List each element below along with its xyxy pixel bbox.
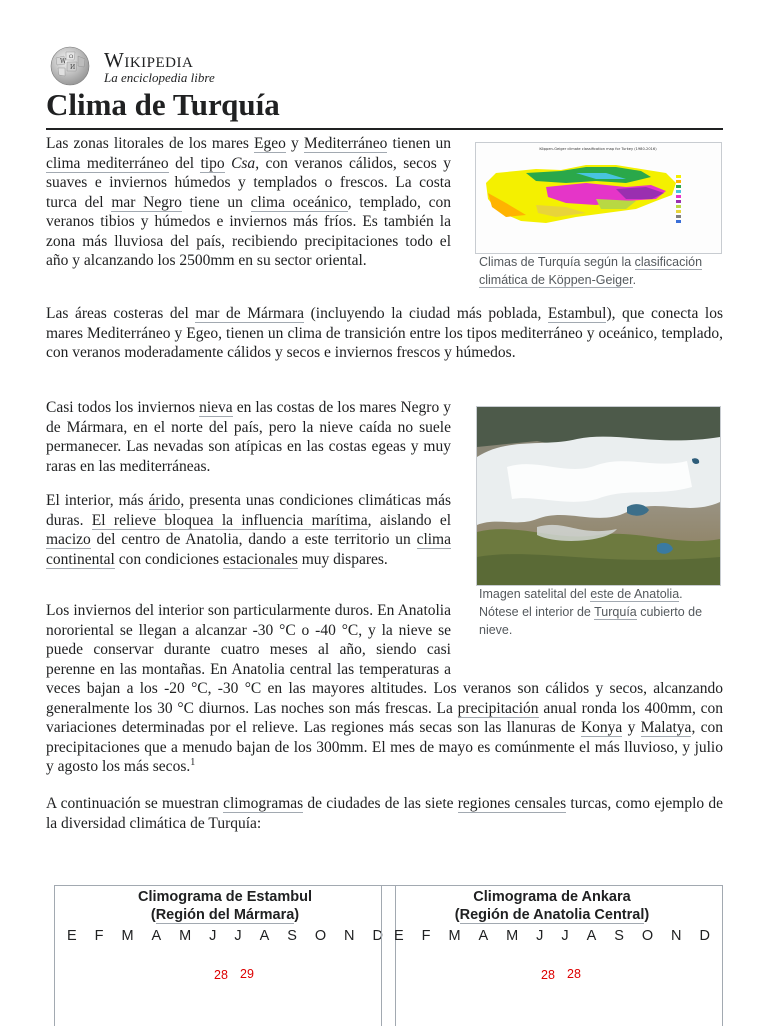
link-clima-oceanico[interactable]: clima oceánico (250, 193, 348, 211)
satellite-figure[interactable] (476, 406, 721, 586)
svg-text:Ω: Ω (69, 54, 74, 60)
paragraph-climogramas: A continuación se muestran climogramas de ciudades de las siete regiones censales turcas, como ejemplo de la diversidad climática de Turquía: (46, 795, 724, 832)
month-label: S (287, 928, 297, 944)
month-label: M (506, 928, 519, 944)
koppen-map-figure[interactable] (475, 142, 722, 254)
tagline: La enciclopedia libre (104, 70, 215, 85)
reference-1[interactable]: 1 (190, 756, 196, 768)
link-mediterraneo[interactable]: Mediterráneo (303, 135, 388, 152)
paragraph-intro: Las zonas litorales de los mares Egeo y Mediterráneo tienen un clima mediterráneo del tipo Csa, con veranos cálidos, secos y suaves e inviernos húmedos y templados o frescos. La costa turca del mar Negro tiene un clima oceánico, templado, con veranos tibios y húmedos e inviernos más fríos. Es también la zona más lluviosa del país, recibiendo precipitaciones todo el año y alcanzando los 2500mm en su sector oriental. (46, 135, 452, 269)
temp-label: 29 (240, 967, 254, 981)
month-label: E (394, 928, 404, 944)
link-clasificacion-koppen[interactable]: clasificación climática de Köppen-Geiger (479, 255, 703, 287)
month-label: N (671, 928, 682, 944)
wordmark[interactable]: Wikipedia (104, 48, 194, 72)
float-spacer (451, 601, 723, 679)
climograma-estambul (54, 885, 396, 1026)
link-arido[interactable]: árido (148, 492, 181, 509)
wikipedia-globe-icon[interactable] (46, 44, 96, 86)
link-macizo[interactable]: macizo (46, 531, 91, 548)
climograma-ankara (381, 885, 723, 1026)
paragraph-nevadas: Casi todos los inviernos nieva en las costas de los mares Negro y de Mármara, en el norte del país, pero la nieve caída no suele permanecer. Las nevadas son atípicas en las costas egeas y muy raras en las mediterráneas. (46, 399, 451, 475)
koppen-map-caption: Climas de Turquía según la clasificación climática de Köppen-Geiger. (479, 255, 703, 287)
paragraph-interior: El interior, más árido, presenta unas condiciones climáticas más duras. El relieve bloquea la influencia marítima, aislando el macizo del centro de Anatolia, dando a este territorio un clima continental con condiciones estacionales muy dispares. (46, 492, 452, 568)
link-clima-continental[interactable]: clima continental (46, 531, 451, 568)
month-label: M (121, 928, 134, 944)
month-label: D (372, 928, 383, 944)
month-label: A (586, 928, 597, 944)
link-estacionales[interactable]: estacionales (222, 550, 298, 568)
link-este-de-anatolia[interactable]: este de Anatolia (590, 587, 680, 601)
paragraph-inviernos-interior: Los inviernos del interior son particularmente duros. En Anatolia nororiental se llegan a alcanzar -30 °C o -40 °C, y la nieve se puede conservar durante cuatro meses al año, siendo casi perenne en las montañas. En Anatolia central las temperaturas a veces bajan a los -20 °C, -30 °C en las mayores altitudes. Los veranos son cálidos y secos, alcanzando generalmente los 30 °C diurnos. Las noches son más frescas. La precipitación anual ronda los 400mm, con variaciones determinadas por el relieve. Las regiones más secas son las llanuras de Konya y Malatya, con precipitaciones que a menudo bajan de los 300mm. El mes de mayo es comúnmente el más lluvioso, y julio y agosto los más secos.$^1$ (46, 602, 723, 775)
link-relieve[interactable]: El relieve bloquea la influencia marítima (91, 511, 368, 529)
month-label: A (151, 928, 162, 944)
month-label: J (561, 928, 569, 944)
month-label: O (641, 928, 654, 944)
link-turquia[interactable]: Turquía (594, 605, 637, 619)
month-label: M (179, 928, 192, 944)
climograma-ankara-title: Climograma de Ankara (Región de Anatolia Central) (454, 889, 650, 923)
link-nieva[interactable]: nieva (199, 399, 233, 416)
month-label: J (234, 928, 242, 944)
svg-text:W: W (60, 58, 67, 65)
month-label: F (421, 928, 431, 944)
link-mar-de-marmara[interactable]: mar de Mármara (195, 305, 305, 322)
link-tipo[interactable]: tipo (200, 154, 225, 172)
link-precipitacion[interactable]: precipitación (457, 699, 539, 717)
link-mar-negro[interactable]: mar Negro (111, 193, 182, 211)
month-label: J (209, 928, 217, 944)
link-region-marmara[interactable]: Región del Mármara (155, 907, 295, 923)
month-label: A (259, 928, 270, 944)
svg-text:И: И (70, 64, 76, 71)
month-label: A (478, 928, 489, 944)
koppen-map-image (476, 143, 721, 253)
link-konya[interactable]: Konya (580, 719, 623, 736)
link-malatya[interactable]: Malatya (640, 719, 692, 736)
month-label: M (448, 928, 461, 944)
satellite-image (477, 407, 720, 585)
month-labels (55, 928, 395, 944)
month-label: S (614, 928, 624, 944)
month-label: N (344, 928, 355, 944)
month-labels (382, 928, 722, 944)
month-label: F (94, 928, 104, 944)
temp-label: 28 (541, 968, 555, 982)
temp-label: 28 (214, 968, 228, 982)
satellite-caption: Imagen satelital del este de Anatolia. Nótese el interior de Turquía cubierto de nieve. (479, 587, 703, 637)
link-estambul[interactable]: Estambul (547, 305, 607, 322)
climograma-estambul-title: Climograma de Estambul (Región del Mármara) (137, 889, 313, 923)
link-egeo[interactable]: Egeo (254, 135, 286, 152)
link-clima-mediterraneo[interactable]: clima mediterráneo (46, 154, 169, 172)
month-label: O (314, 928, 327, 944)
link-climogramas[interactable]: climogramas (223, 795, 304, 812)
month-label: J (536, 928, 544, 944)
link-regiones-censales[interactable]: regiones censales (457, 795, 567, 812)
month-label: E (67, 928, 77, 944)
month-label: D (699, 928, 710, 944)
page-title: Clima de Turquía (46, 84, 723, 130)
temp-label: 28 (567, 967, 581, 981)
link-region-anatolia-central[interactable]: Región de Anatolia Central (459, 907, 645, 923)
koppen-map-title: Köppen-Geiger climate classification map for Turkey (1980-2016) (539, 147, 657, 151)
paragraph-marmara: Las áreas costeras del mar de Mármara (incluyendo la ciudad más poblada, Estambul), que conecta los mares Mediterráneo y Egeo, tienen un clima de transición entre los tipos mediterráneo y oceánico, templado, con veranos moderadamente cálidos y secos e inviernos frescos y húmedos. (46, 305, 723, 361)
